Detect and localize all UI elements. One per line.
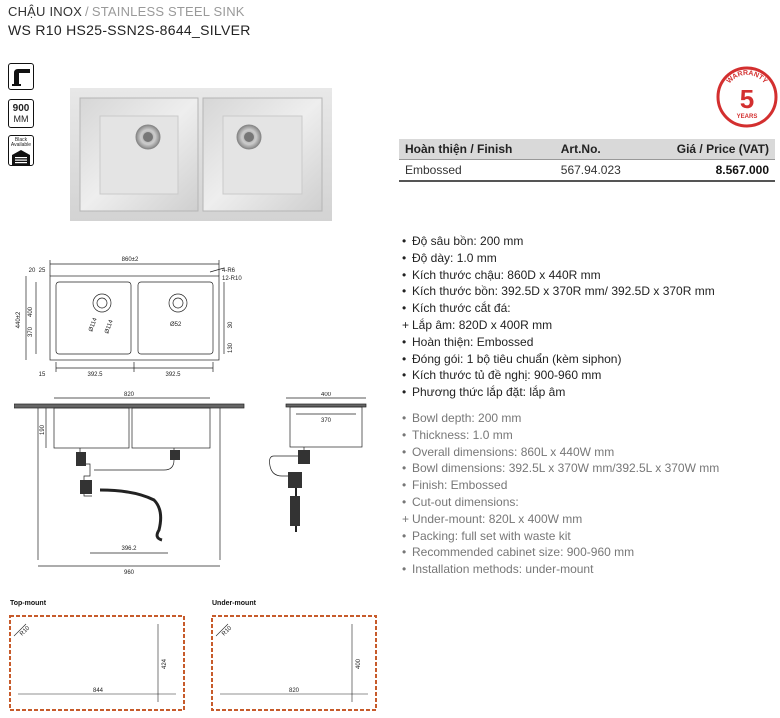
spec-text: Cut-out dimensions: [412,494,519,509]
table-row [399,159,775,181]
dim-bowl-1: 392.5 [87,372,103,378]
warranty-badge [716,66,778,128]
dim-side-370: 370 [320,418,332,424]
bullet-marker: • [402,385,407,400]
spec-text: Lắp âm: 820D x 400R mm [412,317,553,332]
dim-waste-396: 396.2 [121,546,137,552]
bullet-marker: • [402,351,407,366]
bullet-marker: • [402,427,407,442]
top-mount-depth: 424 [162,658,168,670]
bullet-marker: • [402,444,407,459]
bullet-marker: • [402,545,407,560]
title-en: STAINLESS STEEL SINK [91,4,245,19]
top-mount-label: Top-mount [10,600,47,607]
dim-side-400: 400 [320,392,332,398]
dim-drain-3: Ø52 [170,322,182,328]
spec-text: Bowl depth: 200 mm [412,411,522,425]
dim-overall-depth: 440±2 [16,311,22,329]
dim-right-30: 30 [228,321,234,329]
list-item [402,233,715,250]
list-item [402,444,719,461]
dim-width-820: 820 [123,392,135,398]
list-item [402,427,719,444]
bullet-marker: • [402,334,407,349]
spec-text: Độ dày: 1.0 mm [412,250,497,265]
dim-edge-20: 20 [28,268,36,274]
cabinet-line2: Available [10,142,32,148]
header-art-no: Art.No. [547,139,646,159]
dim-edge-15: 15 [38,372,46,378]
top-mount-width: 844 [92,688,104,694]
price-table [399,139,775,182]
bullet-marker: + [402,511,410,526]
bullet-marker: • [402,368,407,383]
bullet-marker: • [402,250,407,265]
bullet-marker: • [402,562,407,577]
list-item [402,317,715,334]
dim-depth-190: 190 [40,424,46,436]
under-mount-label: Under-mount [212,600,256,607]
spec-text: Kích thước tủ đề nghị: 900-960 mm [412,368,602,383]
under-mount-radius: R10 [221,625,234,638]
dim-drain-2: Ø114 [104,319,115,335]
model-code: WS R10 HS25-SSN2S-8644_SILVER [8,22,251,38]
dim-right-130: 130 [228,342,234,354]
under-mount-cutout [210,614,380,714]
list-item [402,494,719,511]
list-item [402,351,715,368]
bullet-marker: • [402,461,407,476]
spec-text: Finish: Embossed [412,478,508,493]
dim-depth-370: 370 [28,326,34,338]
spec-text: Độ sâu bồn: 200 mm [412,234,524,248]
bullet-marker: • [402,411,407,425]
bullet-marker: • [402,267,407,282]
front-view-drawing [14,390,246,580]
bullet-marker: • [402,478,407,493]
spec-text: Packing: full set with waste kit [412,528,571,543]
price-table-header-row [399,139,775,159]
sink-outline [50,276,219,360]
top-mount-radius: R10 [19,625,32,638]
header-price: Giá / Price (VAT) [646,139,775,159]
top-mount-cutout [8,614,188,714]
list-item [402,477,719,494]
list-item [402,528,719,545]
title-separator: / [85,4,89,19]
spec-text: Recommended cabinet size: 900-960 mm [412,545,635,560]
list-item [402,300,715,317]
cabinet-icon [8,135,34,166]
warranty-label: WARRANTY [725,69,769,86]
warranty-years-number: 5 [739,84,755,114]
dim-edge-25: 25 [38,268,46,274]
dim-cabinet-960: 960 [123,570,135,576]
list-item [402,367,715,384]
dim-bowl-2: 392.5 [165,372,181,378]
product-category-title [8,4,245,19]
list-item [402,544,719,561]
cabinet-size-icon [8,99,34,128]
warranty-years-label: YEARS [736,114,758,120]
specs-list-vn [402,233,715,401]
specs-list-en [402,410,719,578]
list-item [402,511,719,528]
dim-radius-1: 4-R6 [222,268,236,274]
cell-art-no: 567.94.023 [547,159,646,181]
top-view-drawing [10,250,250,386]
dim-drain-1: Ø114 [88,317,99,333]
list-item [402,334,715,351]
bullet-marker: • [402,494,407,509]
cabinet-line1: Black [14,137,28,143]
list-item [402,561,719,578]
spec-text: Under-mount: 820L x 400W mm [412,511,583,526]
dim-depth-400: 400 [28,306,34,318]
spec-text: Overall dimensions: 860L x 440W mm [412,444,615,459]
side-view-drawing [264,392,372,542]
faucet-icon [8,63,34,90]
list-item [402,250,715,267]
spec-text: Thickness: 1.0 mm [412,427,513,442]
under-mount-depth: 400 [356,658,362,670]
dim-radius-2: 12-R10 [222,276,242,282]
bullet-marker: + [402,317,410,332]
spec-text: Phương thức lắp đặt: lắp âm [412,385,566,400]
cabinet-size-unit: MM [13,114,29,124]
list-item [402,384,715,401]
spec-text: Đóng gói: 1 bộ tiêu chuẩn (kèm siphon) [412,351,622,366]
sink-photo [70,88,332,221]
spec-text: Kích thước cắt đá: [412,301,511,316]
spec-text: Hoàn thiện: Embossed [412,334,534,349]
spec-text: Bowl dimensions: 392.5L x 370W mm/392.5L x 370W mm [412,461,720,476]
cell-price: 8.567.000 [646,159,775,181]
list-item [402,267,715,284]
under-mount-width: 820 [288,688,300,694]
cabinet-size-value: 900 [12,103,30,114]
cell-finish: Embossed [399,159,547,181]
header-finish: Hoàn thiện / Finish [399,139,547,159]
list-item [402,460,719,477]
bullet-marker: • [402,284,407,299]
title-vn: CHẬU INOX [8,4,83,19]
spec-text: Kích thước chậu: 860D x 440R mm [412,267,601,282]
spec-text: Kích thước bồn: 392.5D x 370R mm/ 392.5D x 370R mm [412,284,715,299]
list-item [402,410,719,427]
bullet-marker: • [402,528,407,543]
dim-overall-width: 860±2 [121,257,139,263]
bullet-marker: • [402,301,407,316]
list-item [402,283,715,300]
bullet-marker: • [402,234,407,248]
spec-text: Installation methods: under-mount [412,562,594,577]
